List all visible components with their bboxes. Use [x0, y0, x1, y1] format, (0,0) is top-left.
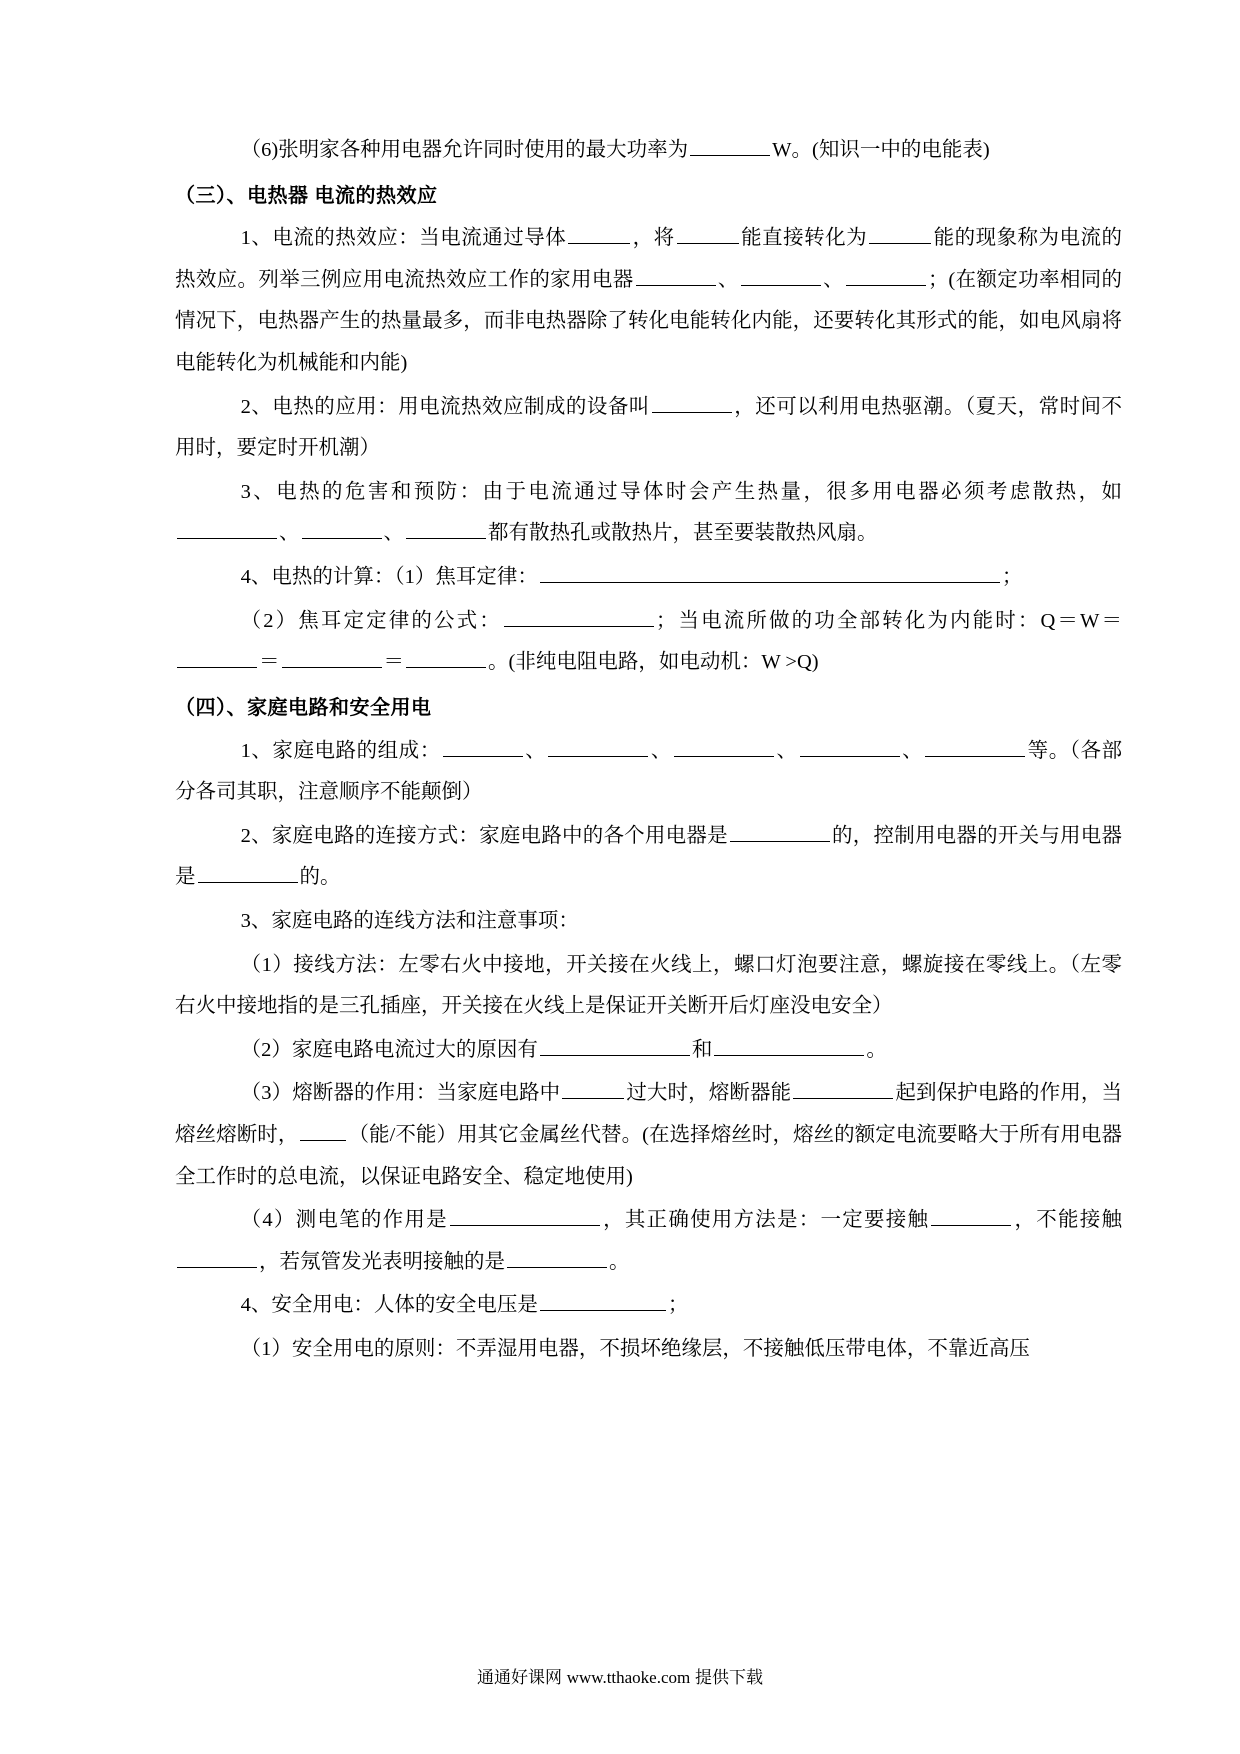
text: ； — [667, 1294, 689, 1317]
text: 。(非纯电阻电路，如电动机：W >Q) — [488, 651, 819, 674]
text: 的。 — [299, 866, 341, 889]
footer-suffix: 提供下载 — [695, 1668, 763, 1687]
fill-blank[interactable] — [198, 859, 298, 884]
paragraph-3-4b — [175, 601, 1122, 684]
fill-blank[interactable] — [282, 644, 382, 669]
text: ；(在额定功率相同的情况下，电热器产生的热量最多，而非电热器除了转化电能转化内能，还要转化其形式的能，如电风扇将电能转化为机械能和内能) — [175, 268, 1123, 375]
text: ＝ — [383, 651, 404, 674]
text: （2）焦耳定定律的公式： — [240, 609, 502, 632]
fill-blank[interactable] — [406, 644, 486, 669]
text: 起到保护电路的作用，当熔丝熔断时， — [175, 1082, 1123, 1146]
fill-blank[interactable] — [568, 220, 630, 245]
text: 、 — [279, 522, 300, 545]
fill-blank[interactable] — [562, 1075, 624, 1100]
fill-blank[interactable] — [636, 261, 716, 286]
fill-blank[interactable] — [406, 515, 486, 540]
text: 、 — [650, 739, 672, 762]
fill-blank[interactable] — [177, 515, 277, 540]
text: ； — [1001, 566, 1023, 589]
text: 、 — [775, 739, 798, 762]
text: 、 — [717, 268, 739, 291]
fill-blank[interactable] — [177, 644, 257, 669]
paragraph-4-3-title: 3、家庭电路的连线方法和注意事项： — [240, 909, 579, 932]
fill-blank[interactable] — [690, 131, 770, 156]
paragraph-4-4 — [175, 1285, 1122, 1327]
text: （4）测电笔的作用是 — [240, 1209, 448, 1232]
text: 2、家庭电路的连接方式：家庭电路中的各个用电器是 — [240, 824, 728, 847]
fill-blank[interactable] — [869, 220, 931, 245]
text: ；当电流所做的功全部转化为内能时：Q＝W＝ — [655, 609, 1122, 632]
text: 能直接转化为 — [740, 227, 868, 250]
fill-blank[interactable] — [540, 1031, 690, 1056]
text: ＝ — [259, 651, 280, 674]
fill-blank[interactable] — [652, 388, 732, 413]
text: 都有散热孔或散热片，甚至要装散热风扇。 — [488, 522, 878, 545]
text: 4、电热的计算：（1）焦耳定律： — [240, 566, 538, 589]
text: ，还可以利用电热驱潮。（夏天，常时间不用时，要定时开机潮） — [175, 395, 1123, 460]
text: ，将 — [632, 227, 675, 250]
paragraph-3-3 — [175, 472, 1122, 555]
fill-blank[interactable] — [300, 1116, 346, 1141]
text: ，不能接触 — [1013, 1209, 1123, 1232]
paragraph-4-4-1: （1）安全用电的原则：不弄湿用电器，不损坏绝缘层，不接触低压带电体，不靠近高压 — [240, 1338, 1030, 1361]
text: （2）家庭电路电流过大的原因有 — [240, 1038, 538, 1061]
paragraph-4-3-1: （1）接线方法：左零右火中接地，开关接在火线上，螺口灯泡要注意，螺旋接在零线上。（左零右火中接地指的是三孔插座，开关接在火线上是保证开关断开后灯座没电安全） — [175, 953, 1122, 1018]
page-footer — [0, 1663, 1240, 1688]
paragraph-3-1 — [175, 218, 1122, 384]
fill-blank[interactable] — [177, 1243, 257, 1268]
text: 1、家庭电路的组成： — [240, 739, 441, 762]
heading-section-four: （四）、家庭电路和安全用电 — [175, 696, 432, 719]
paragraph-3-4 — [175, 557, 1122, 599]
footer-url: www.tthaoke.com — [566, 1668, 691, 1687]
paragraph-4-3-3 — [175, 1073, 1122, 1198]
text: 和 — [691, 1038, 713, 1061]
paragraph-item6 — [175, 130, 1122, 172]
text: ，若氖管发光表明接触的是 — [259, 1250, 505, 1273]
fill-blank[interactable] — [443, 732, 523, 757]
fill-blank[interactable] — [925, 732, 1025, 757]
fill-blank[interactable] — [504, 602, 654, 627]
paragraph-4-2 — [175, 816, 1122, 899]
fill-blank[interactable] — [677, 220, 739, 245]
paragraph-4-3-4 — [175, 1200, 1122, 1283]
text: 3、电热的危害和预防：由于电流通过导体时会产生热量，很多用电器必须考虑散热，如 — [240, 480, 1122, 503]
document-body — [175, 130, 1122, 1371]
text: 。 — [866, 1038, 887, 1061]
text: ，其正确使用方法是：一定要接触 — [601, 1209, 930, 1232]
fill-blank[interactable] — [507, 1243, 607, 1268]
fill-blank[interactable] — [730, 817, 830, 842]
fill-blank[interactable] — [931, 1202, 1011, 1227]
fill-blank[interactable] — [741, 261, 821, 286]
fill-blank[interactable] — [548, 732, 648, 757]
footer-site-name: 通通好课网 — [476, 1668, 562, 1687]
text: （能/不能）用其它金属丝代替。(在选择熔丝时，熔丝的额定电流要略大于所有用电器全工作时的总电流，以保证电路安全、稳定地使用) — [175, 1123, 1122, 1188]
fill-blank[interactable] — [302, 515, 382, 540]
text: （3）熔断器的作用：当家庭电路中 — [240, 1082, 561, 1105]
text: W。(知识一中的电能表) — [772, 139, 990, 161]
fill-blank[interactable] — [846, 261, 926, 286]
paragraph-3-2 — [175, 387, 1122, 470]
text: 1、电流的热效应：当电流通过导体 — [240, 227, 567, 250]
text: 。 — [609, 1250, 630, 1273]
text: （6)张明家各种用电器允许同时使用的最大功率为 — [240, 139, 689, 161]
heading-section-three: （三）、电热器 电流的热效应 — [175, 184, 438, 207]
text: 、 — [524, 739, 547, 762]
fill-blank[interactable] — [540, 559, 1000, 584]
fill-blank[interactable] — [540, 1287, 666, 1312]
text: 4、安全用电：人体的安全电压是 — [240, 1294, 538, 1317]
text: 过大时，熔断器能 — [626, 1082, 792, 1105]
fill-blank[interactable] — [674, 732, 774, 757]
fill-blank[interactable] — [714, 1031, 864, 1056]
fill-blank[interactable] — [800, 732, 900, 757]
paragraph-4-1 — [175, 731, 1122, 814]
text: 的，控制用电器的开关与用电器是 — [175, 824, 1123, 889]
fill-blank[interactable] — [793, 1075, 893, 1100]
text: 、 — [822, 268, 844, 291]
text: 能的现象称为电流的热效应。列举三例应用电流热效应工作的家用电器 — [175, 227, 1123, 291]
text: 、 — [901, 739, 924, 762]
text: 2、电热的应用：用电流热效应制成的设备叫 — [240, 395, 650, 418]
paragraph-4-3-2 — [175, 1030, 1122, 1072]
text: 、 — [383, 522, 404, 545]
fill-blank[interactable] — [450, 1202, 600, 1227]
text: 等。（各部分各司其职，注意顺序不能颠倒） — [175, 739, 1123, 804]
